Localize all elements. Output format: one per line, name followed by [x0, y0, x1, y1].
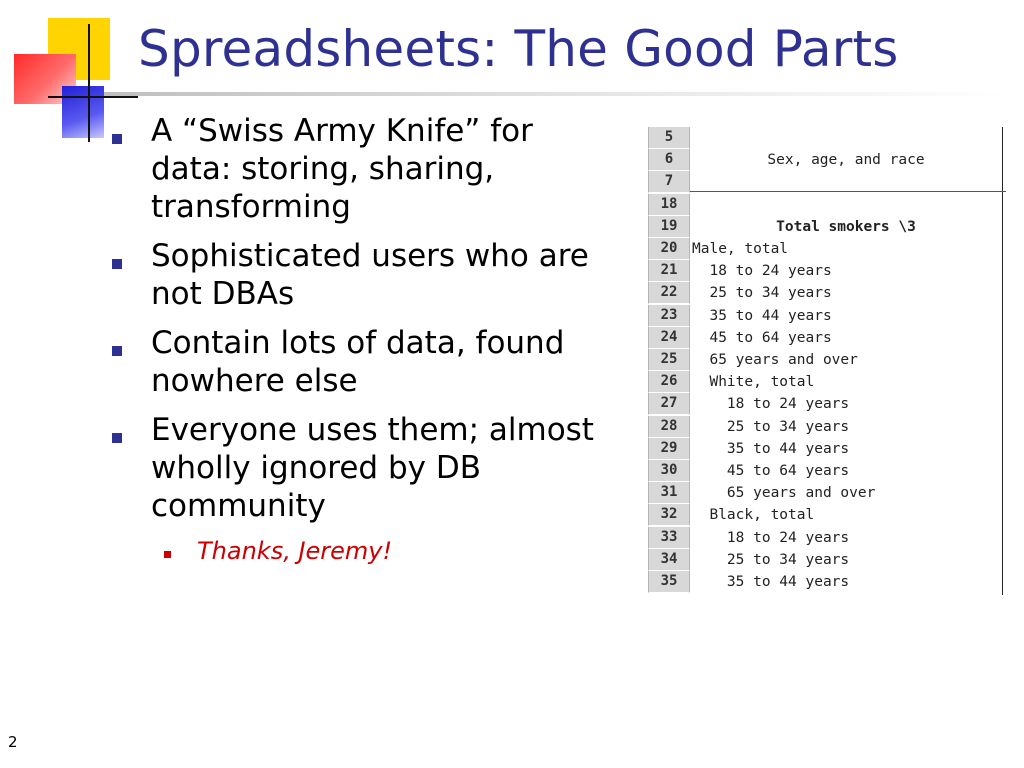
row-number: 35	[648, 571, 690, 593]
row-number: 22	[648, 282, 690, 304]
spreadsheet-screenshot	[648, 127, 1006, 595]
bullet-item	[112, 411, 604, 525]
sheet-cell: Black, total	[692, 507, 815, 524]
sheet-row	[648, 260, 1002, 282]
slide-title: Spreadsheets: The Good Parts	[138, 20, 899, 78]
logo-horizontal-line	[48, 96, 138, 98]
square-bullet-icon	[112, 134, 122, 144]
title-underline	[104, 92, 1004, 96]
sheet-row	[648, 393, 1002, 415]
sheet-cell: White, total	[692, 374, 815, 391]
square-bullet-icon	[112, 346, 122, 356]
row-number: 28	[648, 416, 690, 438]
logo-vertical-line	[88, 24, 90, 142]
sheet-cell: 18 to 24 years	[692, 396, 850, 413]
sheet-row	[648, 460, 1002, 482]
sheet-cell: 65 years and over	[692, 352, 858, 368]
sheet-cell: 18 to 24 years	[692, 529, 850, 546]
sheet-row	[648, 194, 1002, 216]
square-sub-bullet-icon	[164, 551, 171, 558]
sheet-cell: Male, total	[692, 241, 789, 257]
row-number: 26	[648, 371, 690, 393]
sheet-cell: 25 to 34 years	[692, 418, 850, 435]
bullet-text: Sophisticated users who are not DBAs	[151, 238, 589, 312]
sheet-row	[648, 504, 1002, 526]
square-bullet-icon	[112, 259, 122, 269]
row-number: 24	[648, 327, 690, 349]
square-bullet-icon	[112, 433, 122, 443]
sheet-row	[648, 438, 1002, 460]
row-number: 30	[648, 460, 690, 482]
sheet-row	[648, 416, 1002, 438]
sheet-row	[648, 216, 1002, 238]
bullet-list	[112, 112, 604, 566]
sheet-cell: 18 to 24 years	[692, 263, 832, 280]
sheet-row	[648, 571, 1002, 593]
row-number: 7	[648, 171, 690, 193]
sheet-row	[648, 349, 1002, 371]
sub-bullet-text: Thanks, Jeremy!	[197, 537, 393, 565]
row-number: 20	[648, 238, 690, 260]
sheet-row	[648, 527, 1002, 549]
sheet-row	[648, 282, 1002, 304]
sheet-row	[648, 482, 1002, 504]
sheet-row	[648, 149, 1002, 171]
row-number: 27	[648, 393, 690, 415]
bullet-item	[112, 324, 604, 400]
sheet-row	[648, 549, 1002, 571]
sheet-cell: 35 to 44 years	[692, 440, 850, 457]
sheet-cell: 45 to 64 years	[692, 329, 832, 346]
row-number: 19	[648, 216, 690, 238]
row-number: 29	[648, 438, 690, 460]
row-number: 33	[648, 527, 690, 549]
sheet-column-border	[1002, 127, 1003, 595]
sheet-cell: 35 to 44 years	[692, 307, 832, 324]
sheet-cell: 45 to 64 years	[692, 463, 850, 479]
sheet-cell: 25 to 34 years	[692, 551, 850, 568]
row-number: 34	[648, 549, 690, 571]
row-number: 5	[648, 127, 690, 149]
sub-bullet-item	[164, 536, 604, 566]
row-number: 32	[648, 504, 690, 526]
sheet-cell: 25 to 34 years	[692, 285, 832, 302]
sheet-row	[648, 305, 1002, 327]
page-number: 2	[8, 733, 18, 751]
row-number: 18	[648, 194, 690, 216]
sheet-cell: Sex, age, and race	[767, 152, 925, 169]
row-number: 21	[648, 260, 690, 282]
sheet-row	[648, 327, 1002, 349]
bullet-item	[112, 112, 604, 226]
sheet-cell: 65 years and over	[692, 485, 876, 502]
row-number: 6	[648, 149, 690, 171]
sheet-cell: Total smokers \3	[776, 218, 916, 235]
bullet-text: Contain lots of data, found nowhere else	[151, 325, 565, 399]
row-number: 23	[648, 305, 690, 327]
sheet-row	[648, 238, 1002, 260]
sheet-cell: 35 to 44 years	[692, 574, 850, 590]
bullet-text: Everyone uses them; almost wholly ignored by DB community	[151, 412, 594, 524]
logo-blue-square	[62, 86, 104, 138]
bullet-item	[112, 237, 604, 313]
row-number: 25	[648, 349, 690, 371]
bullet-text: A “Swiss Army Knife” for data: storing, sharing, transforming	[151, 113, 533, 225]
sheet-row	[648, 371, 1002, 393]
sheet-row	[648, 127, 1002, 149]
row-number: 31	[648, 482, 690, 504]
sheet-row	[648, 171, 1002, 193]
